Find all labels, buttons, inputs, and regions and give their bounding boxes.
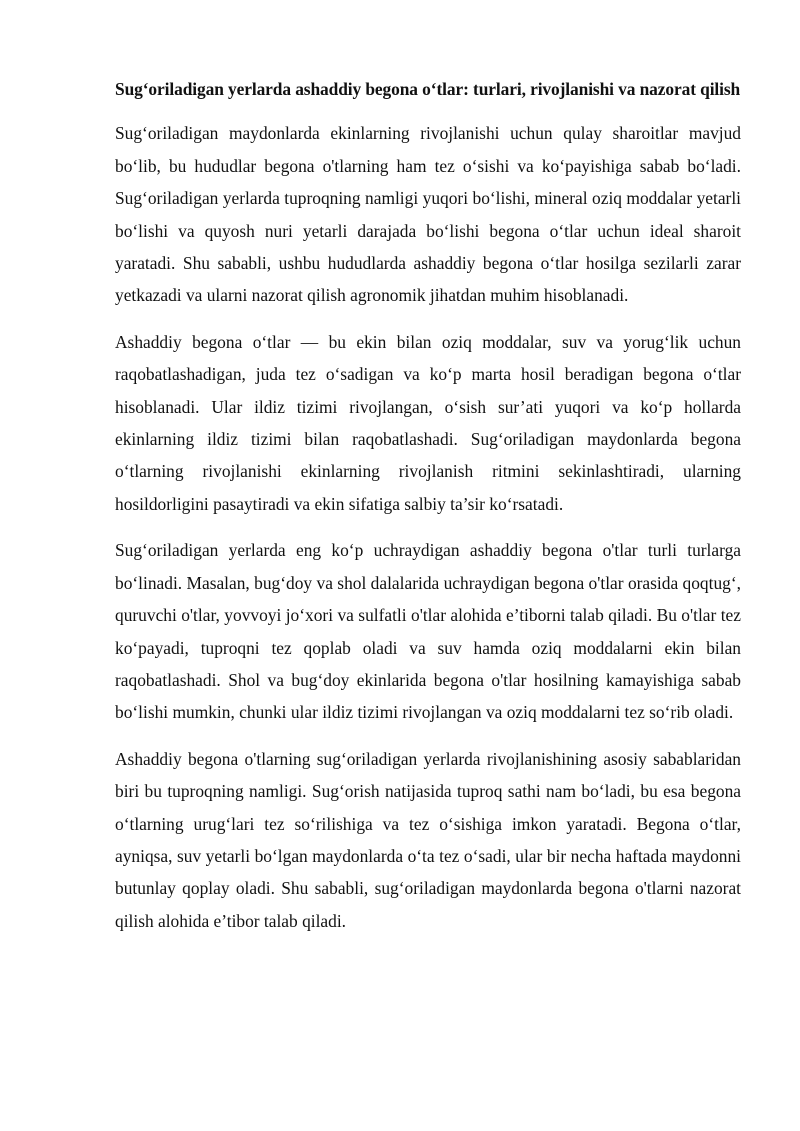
document-title: Sug‘oriladigan yerlarda ashaddiy begona o‘tlar: turlari, rivojlanishi va nazorat qilish <box>115 79 741 99</box>
paragraph-1: Sug‘oriladigan maydonlarda ekinlarning rivojlanishi uchun qulay sharoitlar mavjud bo‘lib, bu hududlar begona o'tlarning ham tez o‘sishi va ko‘payishiga sabab bo‘ladi. Sug‘oriladigan yerlarda tuproqning namligi yuqori bo‘lishi, mineral oziq moddalar yetarli bo‘lishi va quyosh nuri yetarli darajada bo‘lishi begona o‘tlar uchun ideal sharoit yaratadi. Shu sababli, ushbu hududlarda ashaddiy begona o‘tlar hosilga sezilarli zarar yetkazadi va ularni nazorat qilish agronomik jihatdan muhim hisoblanadi. <box>115 123 741 306</box>
paragraph-3: Sug‘oriladigan yerlarda eng ko‘p uchraydigan ashaddiy begona o'tlar turli turlarga bo‘linadi. Masalan, bug‘doy va shol dalalarida uchraydigan begona o'tlar orasida qoqtug‘, quruvchi o'tlar, yovvoyi jo‘xori va sulfatli o'tlar alohida e’tiborni talab qiladi. Bu o'tlar tez ko‘payadi, tuproqni tez qoplab oladi va suv hamda oziq moddalarni ekin bilan raqobatlashadi. Shol va bug‘doy ekinlarida begona o'tlar hosilning kamayishiga sabab bo‘lishi mumkin, chunki ular ildiz tizimi rivojlangan va oziq moddalarni tez so‘rib oladi. <box>115 540 741 723</box>
document-body <box>115 73 741 951</box>
paragraph-2: Ashaddiy begona o‘tlar — bu ekin bilan oziq moddalar, suv va yorug‘lik uchun raqobatlashadigan, juda tez o‘sadigan va ko‘p marta hosil beradigan begona o‘tlar hisoblanadi. Ular ildiz tizimi rivojlangan, o‘sish sur’ati yuqori va ko‘p hollarda ekinlarning ildiz tizimi bilan raqobatlashadi. Sug‘oriladigan maydonlarda begona o‘tlarning rivojlanishi ekinlarning rivojlanish ritmini sekinlashtiradi, ularning hosildorligini pasaytiradi va ekin sifatiga salbiy ta’sir ko‘rsatadi. <box>115 331 741 514</box>
paragraph-4: Ashaddiy begona o'tlarning sug‘oriladigan yerlarda rivojlanishining asosiy sabablaridan biri bu tuproqning namligi. Sug‘orish natijasida tuproq sathi nam bo‘ladi, bu esa begona o‘tlarning urug‘lari tez so‘rilishiga va tez o‘sishiga imkon yaratadi. Begona o‘tlar, ayniqsa, suv yetarli bo‘lgan maydonlarda o‘ta tez o‘sadi, ular bir necha haftada maydonni butunlay qoplay oladi. Shu sababli, sug‘oriladigan maydonlarda begona o'tlarni nazorat qilish alohida e’tibor talab qiladi. <box>115 748 741 931</box>
